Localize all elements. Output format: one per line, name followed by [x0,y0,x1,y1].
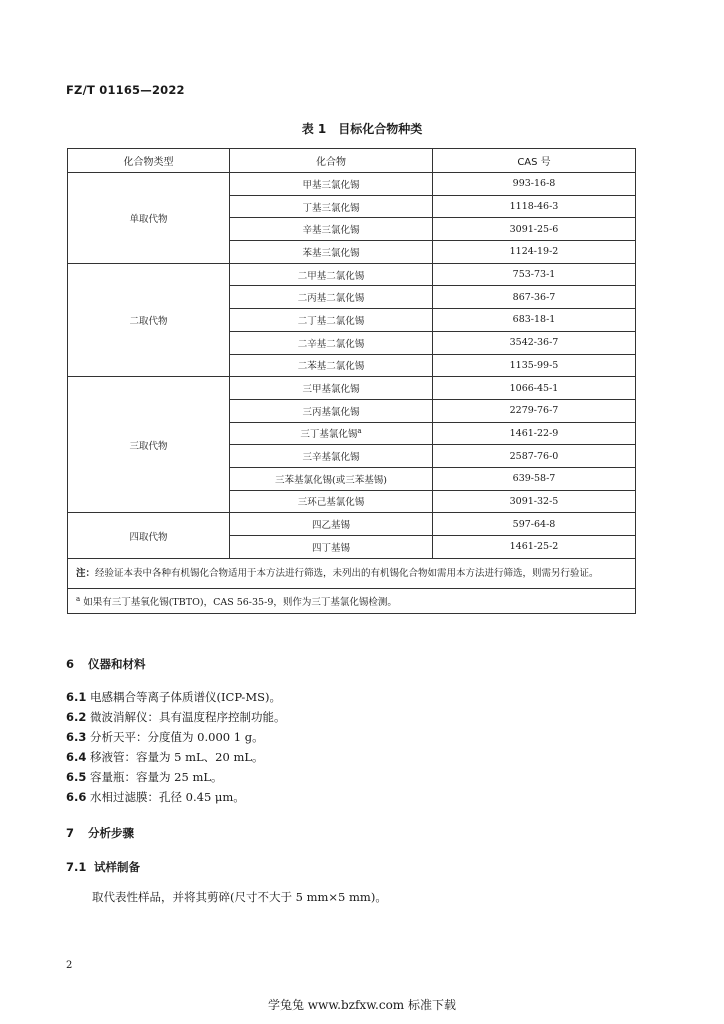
compound-type-cell: 二取代物 [68,263,230,376]
item-number: 6.6 [66,790,87,804]
compound-type-cell: 四取代物 [68,513,230,558]
compound-type-cell: 三取代物 [68,377,230,513]
item-number: 6.1 [66,690,87,704]
compound-name-cell [230,399,433,422]
compound-name-cell [230,309,433,332]
compound-name-cell [230,195,433,218]
compound-name: 二苯基二氯化锡 [297,361,365,373]
item-6-5 [66,769,223,785]
footnote-mark: a [76,594,81,603]
cas-number-cell: 993-16-8 [433,173,636,196]
item-text: 容量瓶：容量为 25 mL。 [90,770,223,784]
item-number: 6.4 [66,750,87,764]
compound-name-cell [230,445,433,468]
cas-number-cell: 1461-25-2 [433,536,636,559]
document-code: FZ/T 01165—2022 [66,83,185,97]
cas-number-cell: 1135-99-5 [433,354,636,377]
column-header-compound: 化合物 [230,149,433,173]
column-header-cas: CAS 号 [433,149,636,173]
item-6-4 [66,749,264,765]
item-6-3 [66,729,264,745]
column-header-type: 化合物类型 [68,149,230,173]
section-7-1-title: 试样制备 [94,860,140,874]
table-title: 表 1 目标化合物种类 [301,122,423,136]
cas-number-cell: 683-18-1 [433,309,636,332]
item-6-1 [66,689,281,705]
compound-name: 三苯基氯化锡(或三苯基锡) [275,474,387,486]
compound-name-cell [230,513,433,536]
item-number: 6.5 [66,770,87,784]
item-text: 分析天平：分度值为 0.000 1 g。 [90,730,264,744]
compound-name-cell [230,173,433,196]
compound-name: 二甲基二氯化锡 [297,270,365,282]
cas-number-cell: 597-64-8 [433,513,636,536]
section-6-title: 仪器和材料 [88,657,146,671]
footnote-text: 如果有三丁基氧化锡(TBTO)，CAS 56-35-9，则作为三丁基氯化锡检测。 [80,596,397,608]
table-row [68,173,636,196]
table-body [68,173,636,559]
compound-name: 三环己基氯化锡 [297,497,365,509]
compound-name: 三辛基氯化锡 [302,452,360,464]
section-7-1-number: 7.1 [66,860,87,874]
compound-name-cell [230,377,433,400]
compound-name-cell [230,331,433,354]
compound-name-cell [230,467,433,490]
compound-name: 二辛基二氯化锡 [297,338,365,350]
compound-name-cell [230,241,433,264]
compound-name: 丁基三氯化锡 [302,202,360,214]
note-row [68,558,636,588]
cas-number-cell: 753-73-1 [433,263,636,286]
table-row [68,513,636,536]
note-text: 经验证本表中各种有机锡化合物适用于本方法进行筛选，未列出的有机锡化合物如需用本方法进行筛选，则需另行验证。 [95,567,599,579]
compound-name: 四乙基锡 [311,520,350,532]
cas-number-cell: 2279-76-7 [433,399,636,422]
note-label: 注： [76,567,96,579]
compound-name-cell [230,422,433,445]
table-footnote [68,588,636,613]
item-text: 水相过滤膜：孔径 0.45 μm。 [90,790,245,804]
section-7-heading [66,825,134,841]
cas-number-cell: 3091-32-5 [433,490,636,513]
table-header-row [68,149,636,173]
compound-type-cell: 单取代物 [68,173,230,264]
compound-name: 二丙基二氯化锡 [297,293,365,305]
item-number: 6.2 [66,710,87,724]
compound-name-cell [230,263,433,286]
cas-number-cell: 2587-76-0 [433,445,636,468]
item-text: 电感耦合等离子体质谱仪(ICP-MS)。 [90,690,281,704]
compound-table [67,148,636,614]
page-number: 2 [66,960,73,971]
item-6-2 [66,709,286,725]
cas-number-cell: 1461-22-9 [433,422,636,445]
compound-name: 三丁基氯化锡 [300,429,358,441]
section-6-number: 6 [66,657,75,671]
compound-name: 二丁基二氯化锡 [297,315,365,327]
cas-number-cell: 3091-25-6 [433,218,636,241]
item-6-6 [66,789,245,805]
compound-name: 苯基三氯化锡 [302,247,360,259]
cas-number-cell: 867-36-7 [433,286,636,309]
sample-prep-paragraph: 取代表性样品，并将其剪碎(尺寸不大于 5 mm×5 mm)。 [92,890,387,904]
footnote-reference: a [357,427,362,436]
table-row [68,377,636,400]
compound-name-cell [230,218,433,241]
section-7-1-heading [66,859,140,875]
table-row [68,263,636,286]
compound-name: 四丁基锡 [311,542,350,554]
compound-name: 三丙基氯化锡 [302,406,360,418]
table-note [68,558,636,588]
section-7-number: 7 [66,826,75,840]
watermark: 学兔兔 www.bzfxw.com 标准下载 [267,998,457,1012]
footnote-row [68,588,636,613]
cas-number-cell: 639-58-7 [433,467,636,490]
cas-number-cell: 1118-46-3 [433,195,636,218]
compound-name-cell [230,286,433,309]
item-text: 移液管：容量为 5 mL、20 mL。 [90,750,264,764]
cas-number-cell: 1124-19-2 [433,241,636,264]
cas-number-cell: 1066-45-1 [433,377,636,400]
compound-name-cell [230,536,433,559]
compound-name: 辛基三氯化锡 [302,225,360,237]
item-text: 微波消解仪：具有温度程序控制功能。 [90,710,286,724]
compound-name: 三甲基氯化锡 [302,384,360,396]
cas-number-cell: 3542-36-7 [433,331,636,354]
compound-name-cell [230,354,433,377]
compound-name-cell [230,490,433,513]
section-6-heading [66,656,146,672]
compound-name: 甲基三氯化锡 [302,179,360,191]
item-number: 6.3 [66,730,87,744]
section-7-title: 分析步骤 [88,826,134,840]
